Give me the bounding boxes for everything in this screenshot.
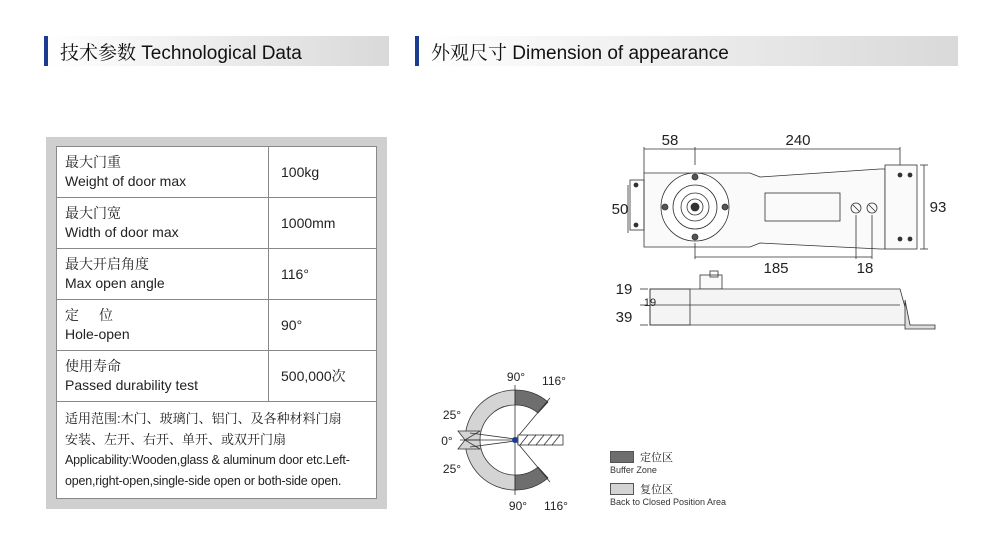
table-row xyxy=(57,249,377,300)
spec-label xyxy=(57,198,269,249)
angle-0: 0° xyxy=(441,434,453,448)
spec-value: 90° xyxy=(269,300,377,351)
spec-label-cn: 最大门宽 xyxy=(65,205,121,221)
spec-label xyxy=(57,300,269,351)
spec-label-en: Passed durability test xyxy=(65,377,199,393)
spec-value: 116° xyxy=(269,249,377,300)
dimension-19-inner: 19 xyxy=(643,297,657,309)
dimension-50: 50 xyxy=(611,201,629,218)
dimension-39: 39 xyxy=(615,309,633,326)
angle-90-top: 90° xyxy=(506,370,526,384)
spec-value: 1000mm xyxy=(269,198,377,249)
header-accent-bar xyxy=(415,36,419,66)
buffer-zone-cn: 定位区 xyxy=(640,452,673,464)
spec-label xyxy=(57,249,269,300)
angle-116-bottom: 116° xyxy=(544,499,568,513)
angle-25-top: 25° xyxy=(442,408,462,422)
header-accent-bar xyxy=(44,36,48,66)
note-en-line1: Applicability:Wooden,glass & aluminum door etc.Left- xyxy=(65,453,350,467)
closed-area-en: Back to Closed Position Area xyxy=(610,497,727,507)
spec-table xyxy=(56,146,377,499)
table-row xyxy=(57,351,377,402)
spec-value: 500,000次 xyxy=(269,351,377,402)
spec-label xyxy=(57,147,269,198)
spec-value: 100kg xyxy=(269,147,377,198)
legend-buffer xyxy=(610,449,726,465)
dimension-title: 外观尺寸 Dimension of appearance xyxy=(431,42,729,64)
spec-label-cn: 使用寿命 xyxy=(65,358,121,374)
buffer-zone-en: Buffer Zone xyxy=(610,465,657,475)
legend-closed xyxy=(610,481,726,497)
closed-area-cn: 复位区 xyxy=(640,484,673,496)
spec-label-en: Hole-open xyxy=(65,326,130,342)
spec-panel xyxy=(46,137,387,509)
zone-legend xyxy=(610,449,726,513)
table-row xyxy=(57,147,377,198)
dimension-58: 58 xyxy=(661,132,679,149)
table-row xyxy=(57,402,377,499)
dimension-93: 93 xyxy=(929,199,947,216)
spec-label-cn: 最大开启角度 xyxy=(65,256,149,272)
applicability-note xyxy=(57,402,377,499)
closed-area-swatch xyxy=(610,483,634,495)
technological-data-title: 技术参数 Technological Data xyxy=(60,42,302,64)
table-row xyxy=(57,300,377,351)
angle-25-bottom: 25° xyxy=(442,462,462,476)
table-row xyxy=(57,198,377,249)
note-cn-line1: 适用范围:木门、玻璃门、铝门、及各种材料门扇 xyxy=(65,411,342,426)
spec-label-cn: 最大门重 xyxy=(65,154,121,170)
spec-label xyxy=(57,351,269,402)
dimension-19: 19 xyxy=(615,281,633,298)
note-cn-line2: 安装、左开、右开、单开、或双开门扇 xyxy=(65,432,287,447)
angle-116-top: 116° xyxy=(542,374,566,388)
spec-label-en: Weight of door max xyxy=(65,173,187,189)
dimension-drawing xyxy=(600,125,960,340)
dimension-185: 185 xyxy=(763,260,789,277)
angle-diagram xyxy=(430,365,600,520)
note-en-line2: open,right-open,single-side open or both-side open. xyxy=(65,474,342,488)
dimension-18: 18 xyxy=(856,260,874,277)
dimension-240: 240 xyxy=(785,132,811,149)
spec-label-en: Width of door max xyxy=(65,224,179,240)
buffer-zone-swatch xyxy=(610,451,634,463)
spec-label-cn: 定位 xyxy=(65,307,133,323)
technological-data-header xyxy=(44,36,389,66)
dimension-header xyxy=(415,36,958,66)
spec-label-en: Max open angle xyxy=(65,275,165,291)
angle-90-bottom: 90° xyxy=(508,499,528,513)
